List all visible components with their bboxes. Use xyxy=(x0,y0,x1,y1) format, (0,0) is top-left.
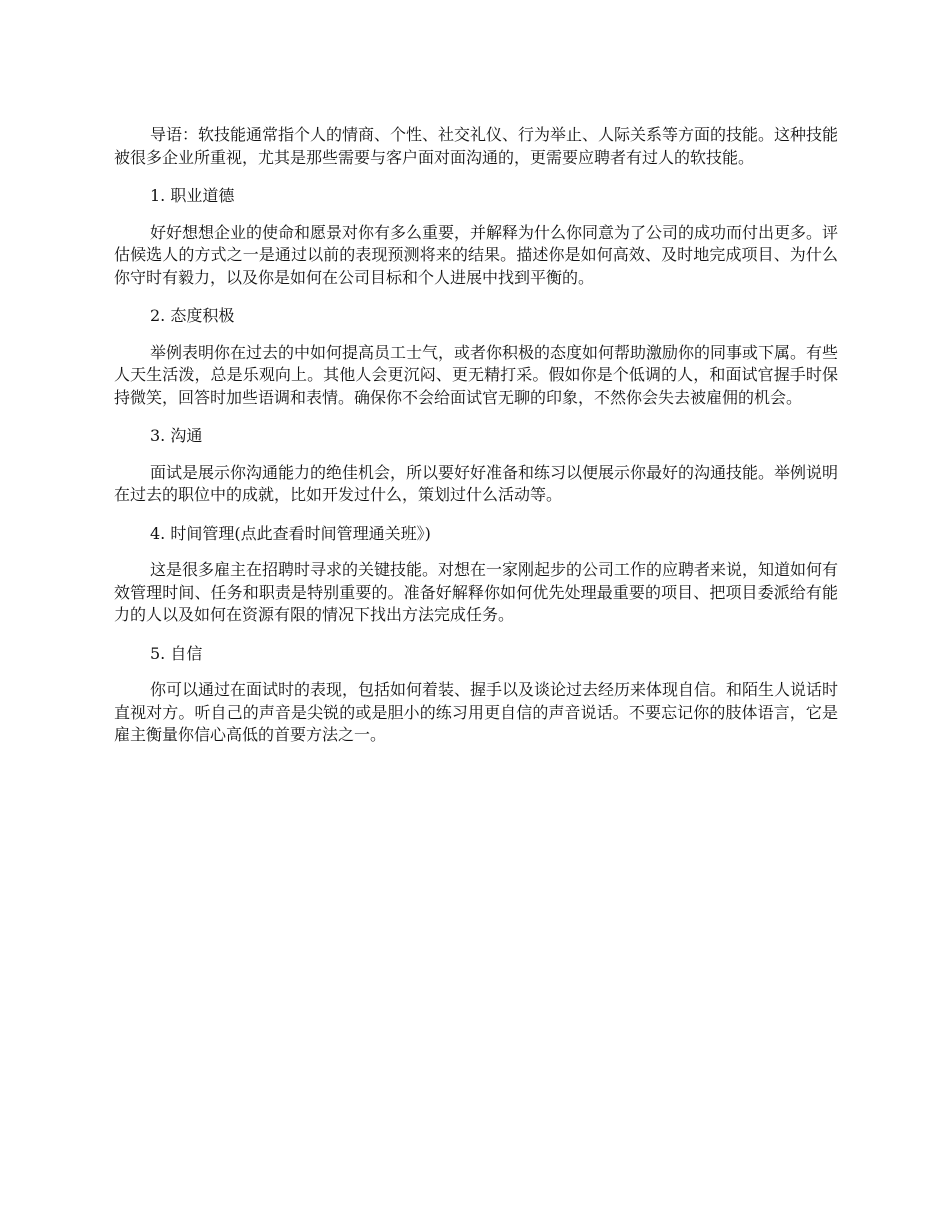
section-heading-communication: 3. 沟通 xyxy=(150,426,203,445)
section-heading-confidence: 5. 自信 xyxy=(150,643,203,663)
section-heading-time-management: 4. 时间管理(点此查看时间管理通关班》) xyxy=(150,523,431,543)
document-page xyxy=(114,124,838,747)
section-heading-work-ethic: 1. 职业道德 xyxy=(150,186,235,205)
section-body-communication: 面试是展示你沟通能力的绝佳机会，所以要好好准备和练习以便展示你最好的沟通技能。举例说明在过去的职位中的成就，比如开发过什么，策划过什么活动等。 xyxy=(114,462,839,504)
section-body-time-management: 这是很多雇主在招聘时寻求的关键技能。对想在一家刚起步的公司工作的应聘者来说，知道如何有效管理时间、任务和职责是特别重要的。准备好解释你如何优先处理最重要的项目、把项目委派给有能力的人以及如何在资源有限的情况下找出方法完成任务。 xyxy=(114,560,839,624)
intro-paragraph: 导语：软技能通常指个人的情商、个性、社交礼仪、行为举止、人际关系等方面的技能。这种技能被很多企业所重视，尤其是那些需要与客户面对面沟通的，更需要应聘者有过人的软技能。 xyxy=(114,125,839,167)
section-heading-positive-attitude: 2. 态度积极 xyxy=(150,306,235,325)
section-body-confidence: 你可以通过在面试时的表现，包括如何着装、握手以及谈论过去经历来体现自信。和陌生人说话时直视对方。听自己的声音是尖锐的或是胆小的练习用更自信的声音说话。不要忘记你的肢体语言，它是雇主衡量你信心高低的首要方法之一。 xyxy=(114,680,839,744)
section-body-positive-attitude: 举例表明你在过去的中如何提高员工士气，或者你积极的态度如何帮助激励你的同事或下属。有些人天生活泼，总是乐观向上。其他人会更沉闷、更无精打采。假如你是个低调的人，和面试官握手时保持微笑，回答时加些语调和表情。确保你不会给面试官无聊的印象，不然你会失去被雇佣的机会。 xyxy=(114,342,839,407)
section-body-work-ethic: 好好想想企业的使命和愿景对你有多么重要，并解释为什么你同意为了公司的成功而付出更多。评估候选人的方式之一是通过以前的表现预测将来的结果。描述你是如何高效、及时地完成项目、为什么你守时有毅力，以及你是如何在公司目标和个人进展中找到平衡的。 xyxy=(114,222,839,287)
